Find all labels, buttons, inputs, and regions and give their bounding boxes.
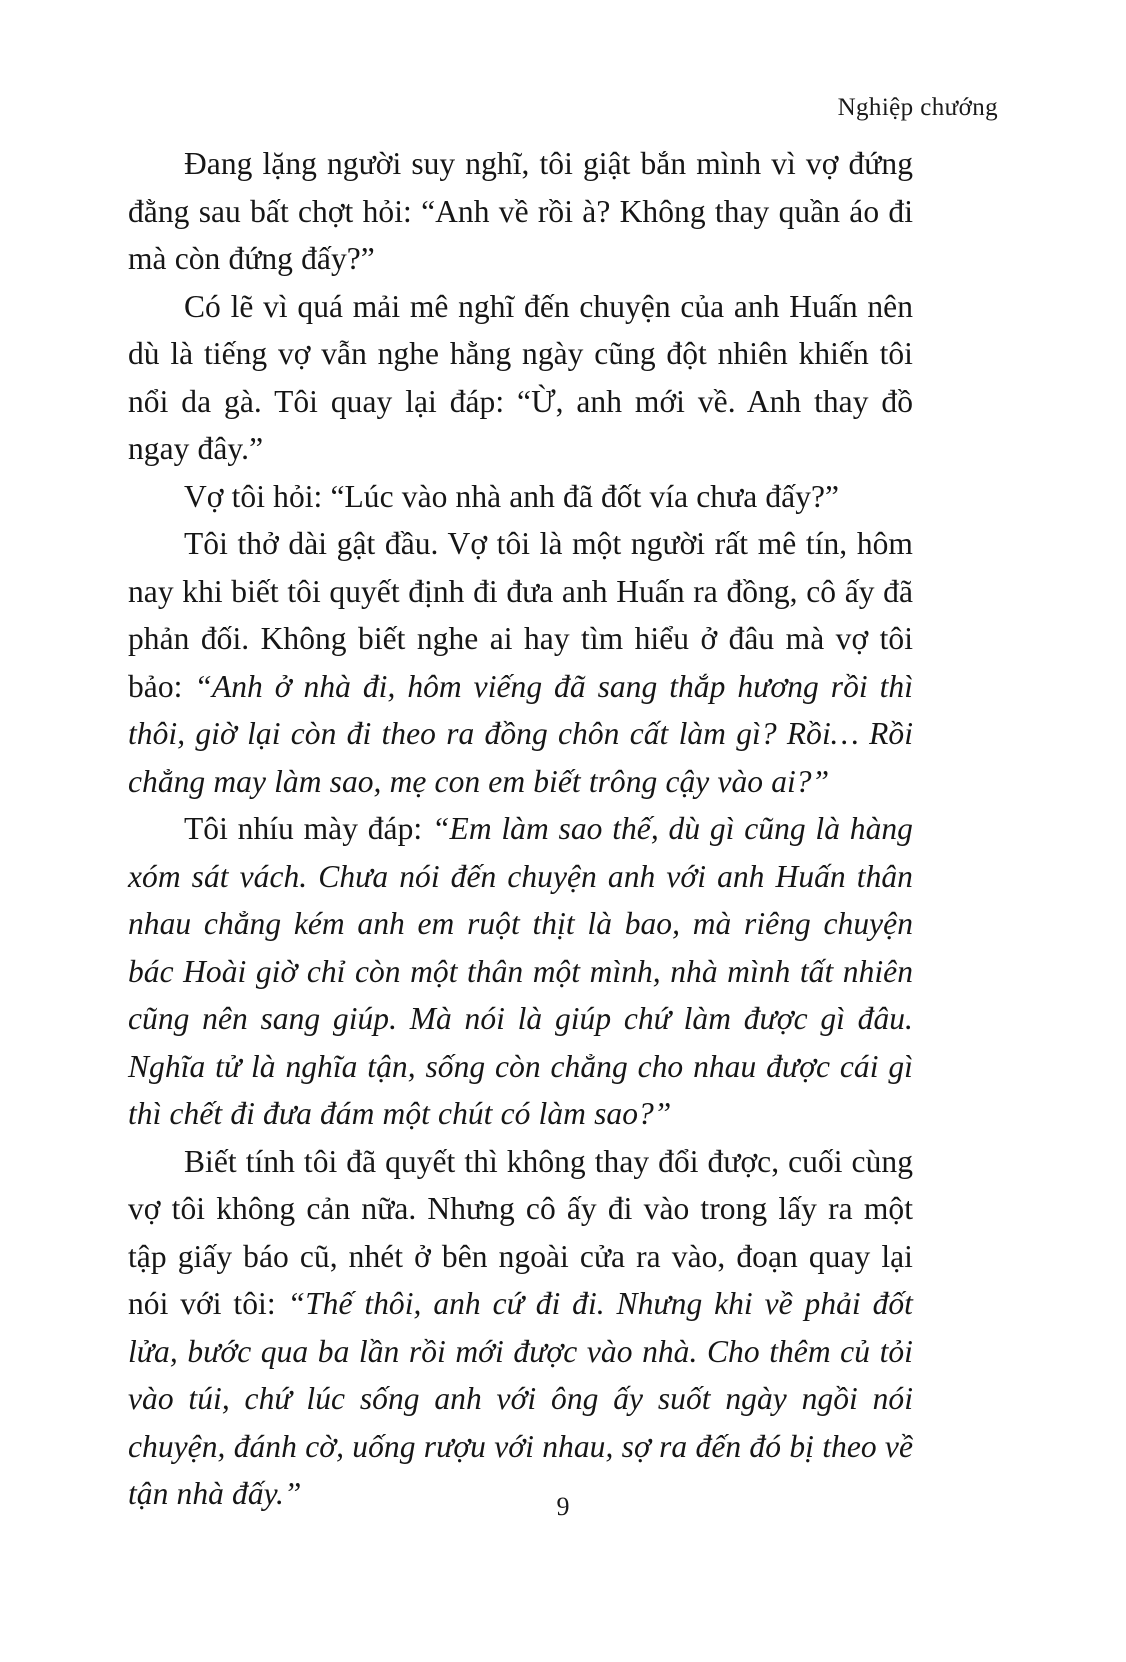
paragraph-2-text: Có lẽ vì quá mải mê nghĩ đến chuyện của anh Huấn nên dù là tiếng vợ vẫn nghe hằng ngày cũng đột nhiên khiến tôi nổi da gà. Tôi quay lại đáp: “Ừ, anh mới về. Anh thay đồ ngay đây.”	[128, 288, 913, 466]
paragraph-5-lead: Tôi nhíu mày đáp:	[184, 811, 432, 846]
paragraph-6	[128, 1138, 913, 1518]
page-number: 9	[556, 1492, 570, 1521]
paragraph-3-text: Vợ tôi hỏi: “Lúc vào nhà anh đã đốt vía chưa đấy?”	[184, 478, 840, 514]
paragraph-6-quote: “Thế thôi, anh cứ đi đi. Nhưng khi về phải đốt lửa, bước qua ba lần rồi mới được vào nhà. Cho thêm củ tỏi vào túi, chứ lúc sống anh với ông ấy suốt ngày ngồi nói chuyện, đánh cờ, uống rượu với nhau, sợ ra đến đó bị theo về tận nhà đấy.”	[128, 1286, 913, 1511]
paragraph-5-quote: “Em làm sao thế, dù gì cũng là hàng xóm sát vách. Chưa nói đến chuyện anh với anh Huấn thân nhau chẳng kém anh em ruột thịt là bao, mà riêng chuyện bác Hoài giờ chỉ còn một thân một mình, nhà mình tất nhiên cũng nên sang giúp. Mà nói là giúp chứ làm được gì đâu. Nghĩa tử là nghĩa tận, sống còn chẳng cho nhau được cái gì thì chết đi đưa đám một chút có làm sao?”	[128, 811, 913, 1131]
paragraph-3	[128, 473, 913, 521]
paragraph-5	[128, 805, 913, 1138]
paragraph-2	[128, 283, 913, 473]
paragraph-4-quote: “Anh ở nhà đi, hôm viếng đã sang thắp hương rồi thì thôi, giờ lại còn đi theo ra đồng chôn cất làm gì? Rồi… Rồi chẳng may làm sao, mẹ con em biết trông cậy vào ai?”	[128, 668, 913, 799]
paragraph-4	[128, 520, 913, 805]
paragraph-6-lead: Biết tính tôi đã quyết thì không thay đổi được, cuối cùng vợ tôi không cản nữa. Nhưng cô ấy đi vào trong lấy ra một tập giấy báo cũ, nhét ở bên ngoài cửa ra vào, đoạn quay lại nói với tôi:	[128, 1143, 913, 1321]
running-head: Nghiệp chướng	[837, 94, 998, 121]
paragraph-1	[128, 140, 913, 283]
body-text-column	[128, 140, 913, 1518]
paragraph-4-lead: Tôi thở dài gật đầu. Vợ tôi là một người rất mê tín, hôm nay khi biết tôi quyết định đi đưa anh Huấn ra đồng, cô ấy đã phản đối. Không biết nghe ai hay tìm hiểu ở đâu mà vợ tôi bảo:	[128, 526, 913, 704]
paragraph-1-text: Đang lặng người suy nghĩ, tôi giật bắn mình vì vợ đứng đằng sau bất chợt hỏi: “Anh về rồi à? Không thay quần áo đi mà còn đứng đấy?”	[128, 146, 913, 276]
